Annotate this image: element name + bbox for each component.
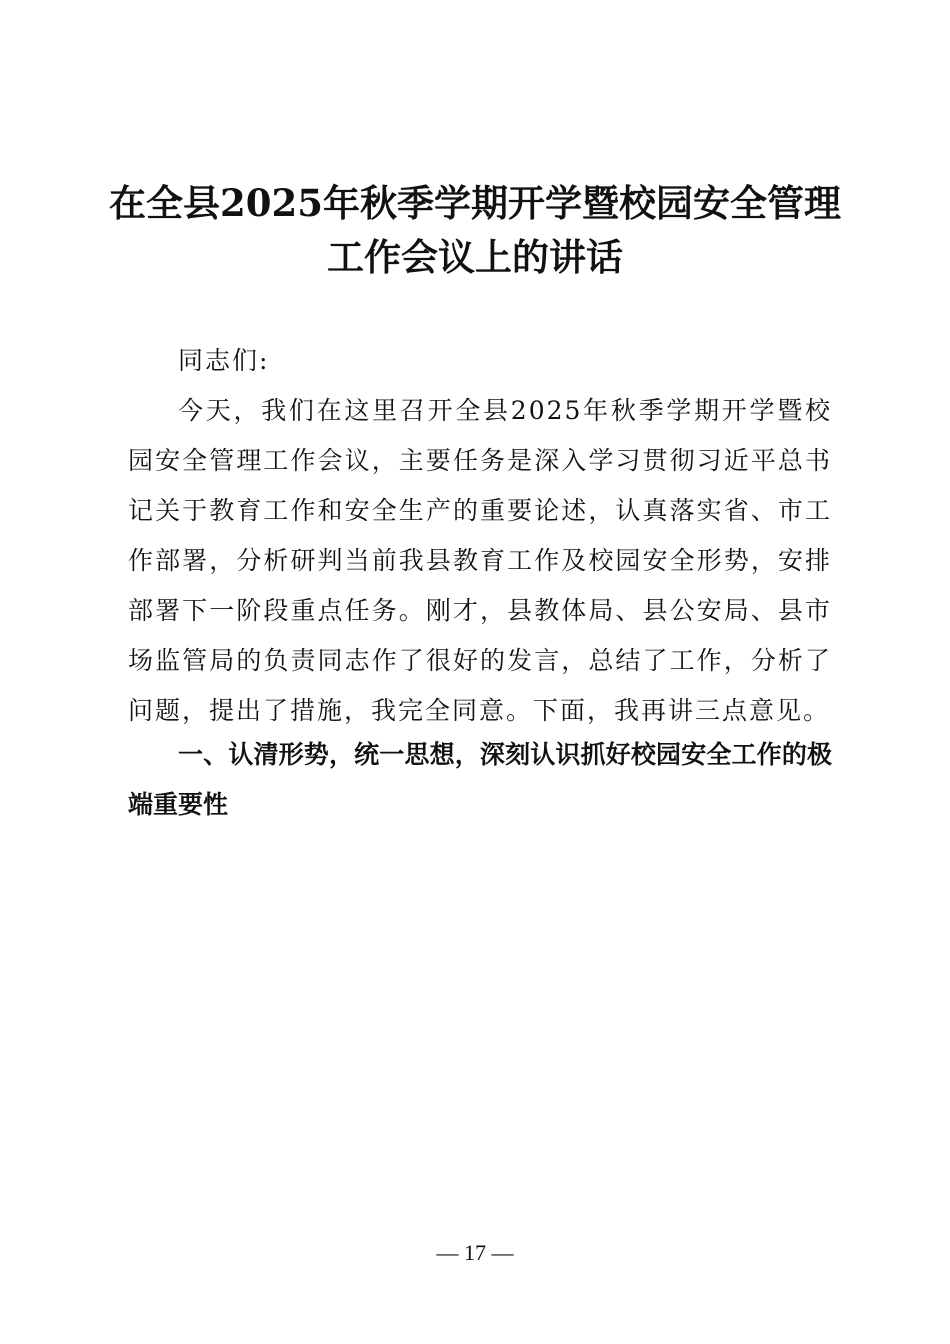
title-line-1: 在全县2025年秋季学期开学暨校园安全管理: [109, 181, 841, 225]
body-paragraph: 今天，我们在这里召开全县2025年秋季学期开学暨校园安全管理工作会议，主要任务是深入学习贯彻习近平总书记关于教育工作和安全生产的重要论述，认真落实省、市工作部署，分析研判当前我县教育工作及校园安全形势，安排部署下一阶段重点任务。刚才，县教体局、县公安局、县市场监管局的负责同志作了很好的发言，总结了工作，分析了问题，提出了措施，我完全同意。下面，我再讲三点意见。: [128, 396, 832, 725]
document-title: [100, 176, 850, 284]
salutation: 同志们:: [178, 346, 270, 375]
section-heading: 一、认清形势，统一思想，深刻认识抓好校园安全工作的极端重要性: [128, 740, 832, 819]
page-number: — 17 —: [436, 1240, 514, 1265]
document-body: [128, 336, 832, 736]
title-line-2: 工作会议上的讲话: [327, 235, 623, 279]
